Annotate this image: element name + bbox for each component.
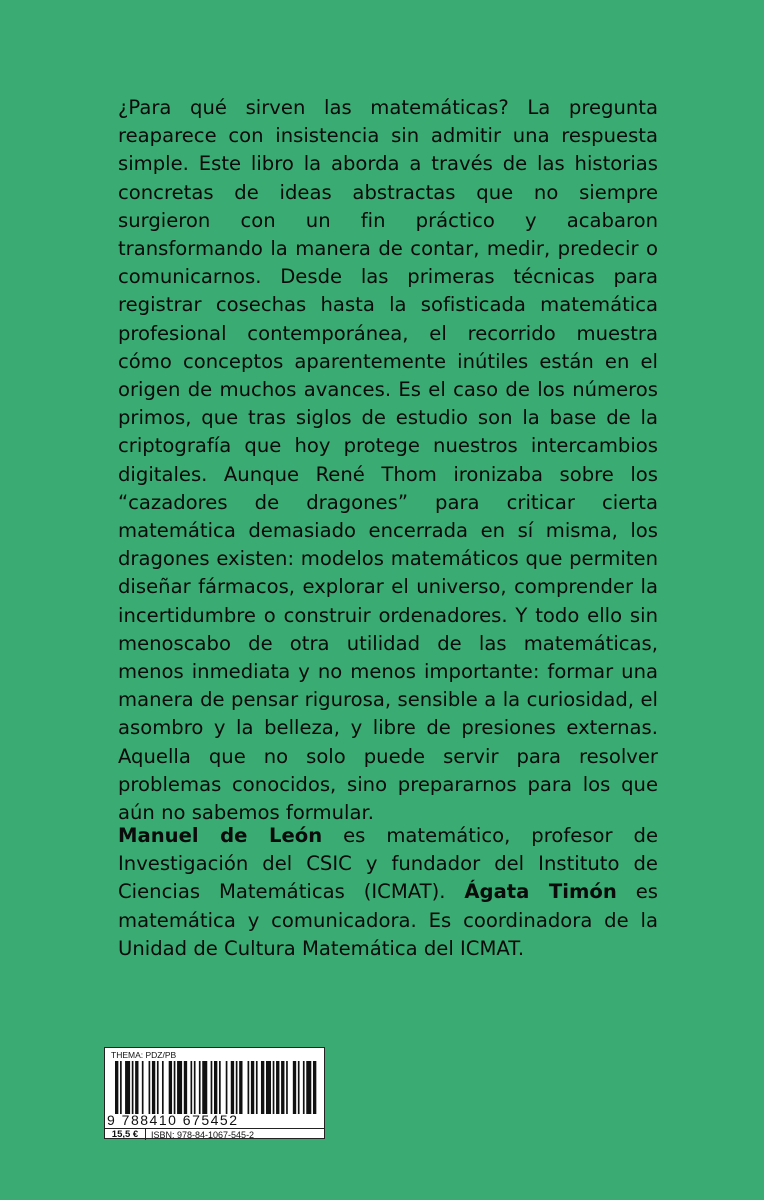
author2-name: Ágata Timón — [464, 880, 617, 904]
author1-name: Manuel de León — [118, 824, 323, 847]
barcode-bar — [313, 1061, 316, 1114]
barcode-bar — [298, 1061, 300, 1114]
author-bio — [118, 822, 658, 963]
barcode-bar — [293, 1061, 296, 1114]
barcode-bar — [214, 1061, 217, 1114]
barcode-bar — [226, 1061, 228, 1114]
barcode-bar — [286, 1061, 288, 1114]
barcode-bar — [236, 1061, 238, 1114]
barcode-bar — [194, 1061, 196, 1114]
barcode-bar — [231, 1061, 234, 1114]
isbn: ISBN: 978-84-1067-545-2 — [151, 1129, 255, 1140]
price: 15,5 € — [105, 1129, 146, 1140]
barcode-bar — [149, 1061, 151, 1114]
barcode-box — [104, 1047, 325, 1139]
barcode-bar — [135, 1061, 138, 1114]
barcode-bars — [115, 1061, 318, 1114]
blurb-paragraph: ¿Para qué sirven las matemáticas? La pregunta reaparece con insistencia sin admitir una respuesta simple. Este libro la aborda a través de las historias concretas de ideas abstractas que no siempre surgieron con un fin práctico y acabaron transformando la manera de contar, medir, predecir o comunicarnos. Desde las primeras técnicas para registrar cosechas hasta la sofisticada matemática profesional contemporánea, el recorrido muestra cómo conceptos aparentemente inútiles están en el origen de muchos avances. Es el caso de los números primos, que tras siglos de estudio son la base de la criptografía que hoy protege nuestros intercambios digitales. Aunque René Thom ironizaba sobre los “cazadores de dragones” para criticar cierta matemática demasiado encerrada en sí misma, los dragones existen: modelos matemáticos que permiten diseñar fármacos, explorar el universo, comprender la incertidumbre o construir ordenadores. Y todo ello sin menoscabo de otra utilidad de las matemáticas, menos inmediata y no menos importante: formar una manera de pensar rigurosa, sensible a la curiosidad, el asombro y la belleza, y libre de presiones externas. Aquella que no solo puede servir para resolver problemas conocidos, sino prepararnos para los que aún no sabemos formular. — [118, 96, 658, 825]
barcode-bar — [191, 1061, 193, 1114]
barcode-bar — [177, 1061, 182, 1114]
barcode-bar — [306, 1061, 311, 1114]
barcode-bar — [169, 1061, 172, 1114]
barcode-bar — [281, 1061, 284, 1114]
barcode-bar — [211, 1061, 213, 1114]
barcode-bar — [202, 1061, 207, 1114]
barcode-bar — [273, 1061, 275, 1114]
barcode-bar — [132, 1061, 134, 1114]
author1-text: es matemático, profesor de Investigación del CSIC y fundador del Instituto de Ciencias Matemáticas (ICMAT). — [118, 824, 658, 904]
barcode-bar — [303, 1061, 305, 1114]
barcode-bar — [184, 1061, 187, 1114]
barcode-bar — [120, 1061, 122, 1114]
thema-code: THEMA: PDZ/PB — [111, 1050, 177, 1060]
barcode-bar — [125, 1061, 130, 1114]
barcode-bar — [219, 1061, 221, 1114]
barcode-bar — [256, 1061, 258, 1114]
barcode-bar — [157, 1061, 159, 1114]
barcode-bar — [199, 1061, 201, 1114]
barcode-bar — [276, 1061, 279, 1114]
price-row — [105, 1128, 324, 1140]
barcode-bar — [239, 1061, 242, 1114]
author2-text: es matemática y comunicadora. Es coordinadora de la Unidad de Cultura Matemática del ICMAT. — [118, 880, 658, 960]
barcode-bar — [248, 1061, 250, 1114]
blurb-text — [118, 94, 658, 827]
barcode-bar — [152, 1061, 155, 1114]
barcode-bar — [174, 1061, 176, 1114]
barcode-bar — [261, 1061, 264, 1114]
barcode-bar — [251, 1061, 254, 1114]
ean-number: 9 788410 675452 — [107, 1112, 239, 1128]
barcode-bar — [142, 1061, 144, 1114]
barcode-bar — [266, 1061, 271, 1114]
barcode-bar — [115, 1061, 118, 1114]
barcode-bar — [162, 1061, 164, 1114]
